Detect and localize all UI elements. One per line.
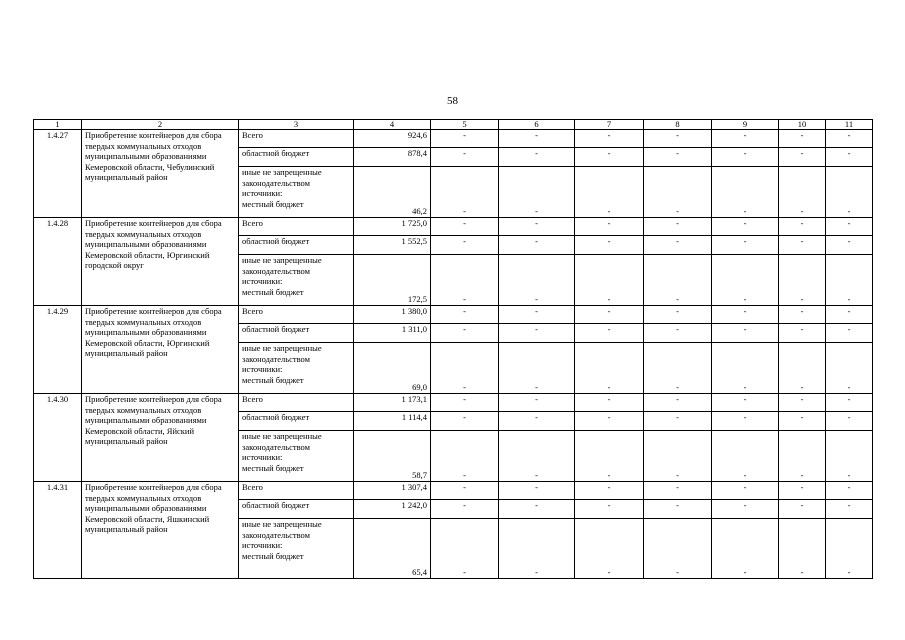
year-cell: - <box>712 130 779 148</box>
item-number: 1.4.29 <box>34 306 82 394</box>
amount-cell: 65,4 <box>354 519 431 579</box>
funding-source-line: местный бюджет <box>242 462 304 473</box>
funding-source <box>239 236 354 255</box>
year-cell: - <box>499 167 575 218</box>
year-cell: - <box>575 412 644 431</box>
year-cell: - <box>779 324 826 343</box>
funding-source-line: иные не запрещенные законодательством источники: <box>242 519 322 550</box>
year-cell: - <box>712 148 779 167</box>
year-cell: - <box>826 306 873 324</box>
year-cell: - <box>499 148 575 167</box>
funding-source <box>239 394 354 412</box>
year-cell: - <box>712 412 779 431</box>
year-cell: - <box>644 167 712 218</box>
year-cell: - <box>431 431 499 482</box>
funding-source-line: Всего <box>242 130 263 140</box>
year-cell: - <box>712 255 779 306</box>
column-number-header: 11 <box>826 120 873 130</box>
year-cell: - <box>431 218 499 236</box>
column-number-row <box>34 120 873 130</box>
funding-source <box>239 482 354 500</box>
year-cell: - <box>644 236 712 255</box>
year-cell: - <box>575 306 644 324</box>
funding-source-line: иные не запрещенные законодательством источники: <box>242 255 322 286</box>
year-cell: - <box>431 236 499 255</box>
funding-source-line: иные не запрещенные законодательством источники: <box>242 431 322 462</box>
year-cell: - <box>499 324 575 343</box>
year-cell: - <box>499 306 575 324</box>
funding-source <box>239 412 354 431</box>
year-cell: - <box>712 167 779 218</box>
year-cell: - <box>431 519 499 579</box>
year-cell: - <box>575 218 644 236</box>
year-cell: - <box>431 306 499 324</box>
year-cell: - <box>826 130 873 148</box>
year-cell: - <box>644 324 712 343</box>
year-cell: - <box>644 255 712 306</box>
year-cell: - <box>826 482 873 500</box>
year-cell: - <box>431 167 499 218</box>
item-number: 1.4.27 <box>34 130 82 218</box>
item-name: Приобретение контейнеров для сбора твердых коммунальных отходов муниципальными образованиями Кемеровской области, Юргинский городской округ <box>82 218 239 306</box>
funding-source-line: местный бюджет <box>242 550 304 561</box>
year-cell: - <box>431 500 499 519</box>
year-cell: - <box>575 148 644 167</box>
funding-source <box>239 130 354 148</box>
column-number-header: 10 <box>779 120 826 130</box>
year-cell: - <box>499 255 575 306</box>
table-row <box>34 394 873 412</box>
year-cell: - <box>779 500 826 519</box>
year-cell: - <box>826 431 873 482</box>
year-cell: - <box>499 519 575 579</box>
item-name: Приобретение контейнеров для сбора твердых коммунальных отходов муниципальными образованиями Кемеровской области, Юргинский муниципальный район <box>82 306 239 394</box>
amount-cell: 1 725,0 <box>354 218 431 236</box>
funding-source-line: областной бюджет <box>242 236 310 246</box>
column-number-header: 7 <box>575 120 644 130</box>
year-cell: - <box>644 500 712 519</box>
amount-cell: 1 552,5 <box>354 236 431 255</box>
year-cell: - <box>712 519 779 579</box>
year-cell: - <box>431 412 499 431</box>
year-cell: - <box>499 130 575 148</box>
year-cell: - <box>575 519 644 579</box>
year-cell: - <box>712 306 779 324</box>
year-cell: - <box>644 482 712 500</box>
year-cell: - <box>779 306 826 324</box>
year-cell: - <box>779 343 826 394</box>
year-cell: - <box>499 218 575 236</box>
amount-cell: 1 242,0 <box>354 500 431 519</box>
page-number: 58 <box>447 95 458 107</box>
year-cell: - <box>712 482 779 500</box>
year-cell: - <box>712 394 779 412</box>
item-name: Приобретение контейнеров для сбора твердых коммунальных отходов муниципальными образованиями Кемеровской области, Яйский муниципальный район <box>82 394 239 482</box>
funding-source-line: областной бюджет <box>242 500 310 510</box>
year-cell: - <box>826 167 873 218</box>
column-number-header: 2 <box>82 120 239 130</box>
year-cell: - <box>712 431 779 482</box>
year-cell: - <box>499 236 575 255</box>
funding-source-line: иные не запрещенные законодательством источники: <box>242 167 322 198</box>
funding-source <box>239 167 354 218</box>
year-cell: - <box>779 255 826 306</box>
funding-source-line: Всего <box>242 306 263 316</box>
year-cell: - <box>826 343 873 394</box>
year-cell: - <box>826 255 873 306</box>
item-number: 1.4.28 <box>34 218 82 306</box>
table-row <box>34 218 873 236</box>
funding-source <box>239 324 354 343</box>
funding-source-line: местный бюджет <box>242 198 304 209</box>
amount-cell: 1 311,0 <box>354 324 431 343</box>
funding-source <box>239 255 354 306</box>
column-number-header: 5 <box>431 120 499 130</box>
year-cell: - <box>575 130 644 148</box>
year-cell: - <box>499 412 575 431</box>
year-cell: - <box>499 431 575 482</box>
year-cell: - <box>575 500 644 519</box>
year-cell: - <box>826 218 873 236</box>
year-cell: - <box>644 218 712 236</box>
funding-source-line: Всего <box>242 218 263 228</box>
year-cell: - <box>826 500 873 519</box>
year-cell: - <box>431 394 499 412</box>
year-cell: - <box>644 130 712 148</box>
year-cell: - <box>499 343 575 394</box>
year-cell: - <box>575 482 644 500</box>
amount-cell: 69,0 <box>354 343 431 394</box>
year-cell: - <box>779 218 826 236</box>
year-cell: - <box>779 394 826 412</box>
year-cell: - <box>644 394 712 412</box>
budget-table <box>33 119 873 579</box>
table-row <box>34 482 873 500</box>
funding-source-line: иные не запрещенные законодательством источники: <box>242 343 322 374</box>
funding-source <box>239 218 354 236</box>
funding-source <box>239 519 354 579</box>
year-cell: - <box>779 236 826 255</box>
column-number-header: 4 <box>354 120 431 130</box>
column-number-header: 3 <box>239 120 354 130</box>
year-cell: - <box>779 482 826 500</box>
year-cell: - <box>431 343 499 394</box>
funding-source-line: областной бюджет <box>242 412 310 422</box>
year-cell: - <box>712 324 779 343</box>
item-number: 1.4.31 <box>34 482 82 579</box>
year-cell: - <box>575 394 644 412</box>
table-body <box>34 120 873 579</box>
amount-cell: 1 173,1 <box>354 394 431 412</box>
year-cell: - <box>431 482 499 500</box>
amount-cell: 1 380,0 <box>354 306 431 324</box>
amount-cell: 878,4 <box>354 148 431 167</box>
year-cell: - <box>779 148 826 167</box>
amount-cell: 172,5 <box>354 255 431 306</box>
year-cell: - <box>575 324 644 343</box>
year-cell: - <box>575 255 644 306</box>
year-cell: - <box>826 412 873 431</box>
column-number-header: 8 <box>644 120 712 130</box>
year-cell: - <box>575 343 644 394</box>
year-cell: - <box>575 236 644 255</box>
year-cell: - <box>644 148 712 167</box>
item-name: Приобретение контейнеров для сбора твердых коммунальных отходов муниципальными образованиями Кемеровской области, Чебулинский муниципальный район <box>82 130 239 218</box>
year-cell: - <box>499 394 575 412</box>
column-number-header: 9 <box>712 120 779 130</box>
amount-cell: 58,7 <box>354 431 431 482</box>
funding-source-line: Всего <box>242 482 263 492</box>
year-cell: - <box>575 167 644 218</box>
item-number: 1.4.30 <box>34 394 82 482</box>
year-cell: - <box>826 519 873 579</box>
table-row <box>34 130 873 148</box>
year-cell: - <box>826 394 873 412</box>
funding-source-line: областной бюджет <box>242 324 310 334</box>
column-number-header: 6 <box>499 120 575 130</box>
year-cell: - <box>779 130 826 148</box>
amount-cell: 46,2 <box>354 167 431 218</box>
year-cell: - <box>712 343 779 394</box>
funding-source <box>239 431 354 482</box>
year-cell: - <box>499 482 575 500</box>
year-cell: - <box>644 306 712 324</box>
funding-source-line: местный бюджет <box>242 286 304 297</box>
year-cell: - <box>431 130 499 148</box>
item-name: Приобретение контейнеров для сбора твердых коммунальных отходов муниципальными образованиями Кемеровской области, Яшкинский муниципальный район <box>82 482 239 579</box>
amount-cell: 1 114,4 <box>354 412 431 431</box>
year-cell: - <box>712 236 779 255</box>
funding-source-line: областной бюджет <box>242 148 310 158</box>
year-cell: - <box>779 412 826 431</box>
year-cell: - <box>499 500 575 519</box>
funding-source-line: местный бюджет <box>242 374 304 385</box>
year-cell: - <box>712 500 779 519</box>
year-cell: - <box>779 519 826 579</box>
year-cell: - <box>826 236 873 255</box>
year-cell: - <box>644 343 712 394</box>
funding-source <box>239 500 354 519</box>
year-cell: - <box>779 431 826 482</box>
year-cell: - <box>644 412 712 431</box>
amount-cell: 1 307,4 <box>354 482 431 500</box>
year-cell: - <box>644 519 712 579</box>
year-cell: - <box>431 255 499 306</box>
year-cell: - <box>431 148 499 167</box>
year-cell: - <box>826 324 873 343</box>
year-cell: - <box>712 218 779 236</box>
funding-source <box>239 306 354 324</box>
year-cell: - <box>644 431 712 482</box>
table-row <box>34 306 873 324</box>
year-cell: - <box>826 148 873 167</box>
funding-source <box>239 343 354 394</box>
year-cell: - <box>779 167 826 218</box>
funding-source-line: Всего <box>242 394 263 404</box>
amount-cell: 924,6 <box>354 130 431 148</box>
year-cell: - <box>575 431 644 482</box>
funding-source <box>239 148 354 167</box>
column-number-header: 1 <box>34 120 82 130</box>
year-cell: - <box>431 324 499 343</box>
